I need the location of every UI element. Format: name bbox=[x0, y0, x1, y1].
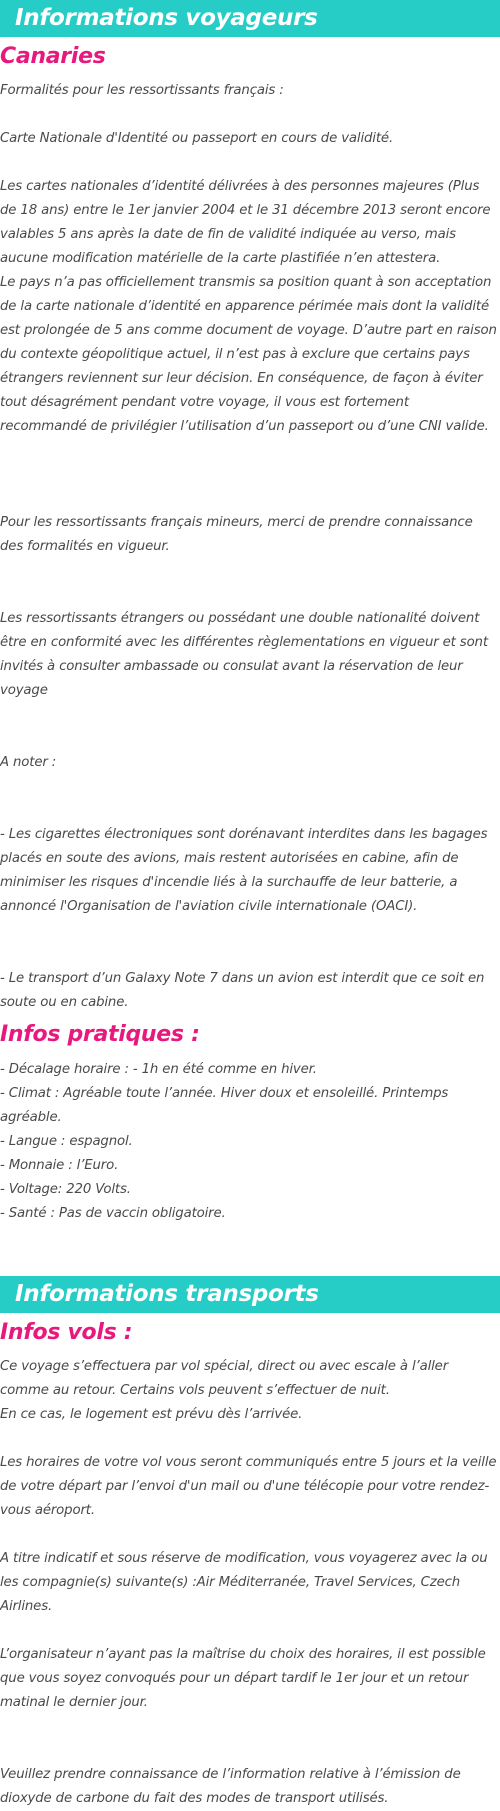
vol-paragraph-1: Ce voyage s’effectuera par vol spécial, direct ou avec escale à l’aller comme au retour. Certains vols peuvent s’effectuer de nuit. bbox=[0, 1359, 449, 1398]
vol-paragraph-2: En ce cas, le logement est prévu dès l’arrivée. bbox=[0, 1407, 303, 1422]
transports-header-band bbox=[0, 1276, 500, 1313]
infos-pratiques-title: Infos pratiques : bbox=[0, 1022, 200, 1047]
galaxy-note: - Le transport d’un Galaxy Note 7 dans un avion est interdit que ce soit en soute ou en cabine. bbox=[0, 971, 485, 1010]
document-requis: Carte Nationale d'Identité ou passeport en cours de validité. bbox=[0, 131, 394, 146]
cigarettes-note: - Les cigarettes électroniques sont dorénavant interdites dans les bagages placés en soute des avions, mais restent autorisées en cabine, afin de minimiser les risques d'incendie liés à la surchauffe de leur batterie, a annoncé l'Organisation de l'aviation civile internationale (OACI). bbox=[0, 827, 488, 914]
voyageurs-header-band bbox=[0, 0, 500, 37]
list-item: - Langue : espagnol. bbox=[0, 1134, 133, 1149]
destination-title: Canaries bbox=[0, 44, 106, 69]
cni-paragraph-1: Les cartes nationales d’identité délivrées à des personnes majeures (Plus de 18 ans) entre le 1er janvier 2004 et le 31 décembre 2013 seront encore valables 5 ans après la date de fin de validité indiquée au verso, mais aucune modification matérielle de la carte plastifiée n’en attestera. bbox=[0, 179, 491, 266]
organisateur-paragraph: L’organisateur n’ayant pas la maîtrise du choix des horaires, il est possible que vous soyez convoqués pour un départ tardif le 1er jour et un retour matinal le dernier jour. bbox=[0, 1647, 486, 1710]
infos-pratiques-list bbox=[0, 1058, 500, 1226]
formalites-intro: Formalités pour les ressortissants français : bbox=[0, 83, 284, 98]
mineurs-paragraph: Pour les ressortissants français mineurs, merci de prendre connaissance des formalités en vigueur. bbox=[0, 515, 473, 554]
etrangers-paragraph: Les ressortissants étrangers ou possédant une double nationalité doivent être en conformité avec les différentes règlementations en vigueur et sont invités à consulter ambassade ou consulat avant la réservation de leur voyage bbox=[0, 611, 488, 698]
list-item: - Santé : Pas de vaccin obligatoire. bbox=[0, 1206, 226, 1221]
transports-header-title: Informations transports bbox=[15, 1281, 319, 1307]
list-item: - Voltage: 220 Volts. bbox=[0, 1182, 131, 1197]
voyageurs-header-title: Informations voyageurs bbox=[15, 5, 318, 31]
list-item: - Climat : Agréable toute l’année. Hiver doux et ensoleillé. Printemps agréable. bbox=[0, 1086, 449, 1125]
co2-paragraph: Veuillez prendre connaissance de l’information relative à l’émission de dioxyde de carbone du fait des modes de transport utilisés. bbox=[0, 1767, 461, 1806]
infos-vols-title: Infos vols : bbox=[0, 1320, 133, 1345]
a-noter-label: A noter : bbox=[0, 755, 57, 770]
list-item: - Monnaie : l’Euro. bbox=[0, 1158, 119, 1173]
list-item: - Décalage horaire : - 1h en été comme en hiver. bbox=[0, 1062, 317, 1077]
cni-paragraph-2: Le pays n’a pas officiellement transmis sa position quant à son acceptation de la carte nationale d’identité en apparence périmée mais dont la validité est prolongée de 5 ans comme document de voyage. D’autre part en raison du contexte géopolitique actuel, il n’est pas à exclure que certains pays étrangers reviennent sur leur décision. En conséquence, de façon à éviter tout désagrément pendant votre voyage, il vous est fortement recommandé de privilégier l’utilisation d’un passeport ou d’une CNI valide. bbox=[0, 275, 497, 434]
horaires-paragraph: Les horaires de votre vol vous seront communiqués entre 5 jours et la veille de votre départ par l’envoi d'un mail ou d'une télécopie pour votre rendez-vous aéroport. bbox=[0, 1455, 497, 1518]
compagnies-paragraph: A titre indicatif et sous réserve de modification, vous voyagerez avec la ou les compagnie(s) suivante(s) :Air Méditerranée, Travel Services, Czech Airlines. bbox=[0, 1551, 488, 1614]
